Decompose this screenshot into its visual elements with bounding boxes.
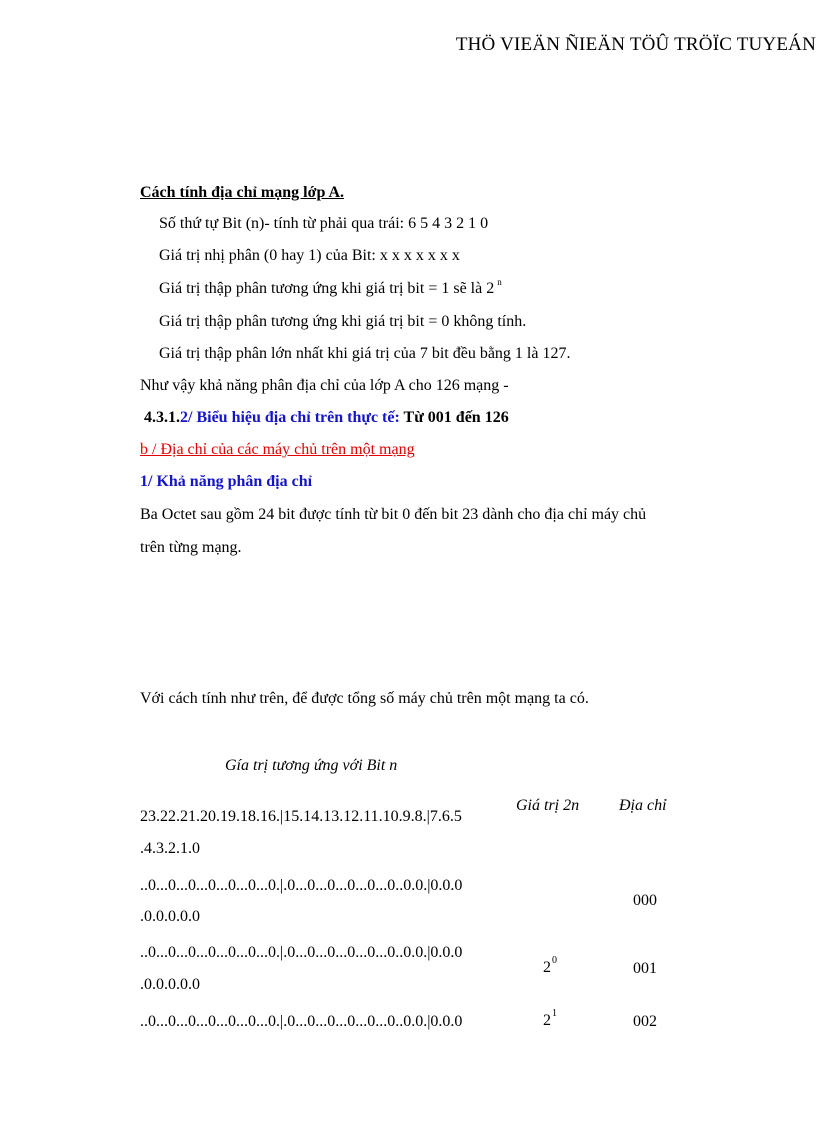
- red-heading-link[interactable]: b / Địa chỉ của các máy chủ trên một mạng: [140, 441, 415, 458]
- text-line: [159, 277, 502, 298]
- power-exponent: 1: [552, 1008, 557, 1019]
- table-row-power: [543, 955, 557, 977]
- table-row-bits: ..0...0...0...0...0...0...0.|.0...0...0...0...0...0..0.0.|0.0.0: [140, 877, 463, 894]
- power-base: 2: [543, 1012, 551, 1029]
- blue-heading: 1/ Khả năng phân địa chỉ: [140, 473, 313, 490]
- table-row-bits: ..0...0...0...0...0...0...0.|.0...0...0...0...0...0..0.0.|0.0.0: [140, 944, 463, 961]
- power-base: 2: [543, 959, 551, 976]
- page-header: THÖ VIEÄN ÑIEÄN TÖÛ TRÖÏC TUYEÁN: [455, 34, 816, 55]
- power-exponent: 0: [552, 955, 557, 966]
- bits-header: .4.3.2.1.0: [140, 840, 200, 857]
- table-row-address: 001: [633, 960, 657, 977]
- bits-header: 23.22.21.20.19.18.16.|15.14.13.12.11.10.9.8.|7.6.5: [140, 808, 462, 825]
- subsection-range: Từ 001 đến 126: [399, 409, 509, 426]
- intro-line: Với cách tính như trên, để được tổng số máy chủ trên một mạng ta có.: [140, 690, 589, 707]
- text-line: Giá trị thập phân lớn nhất khi giá trị của 7 bit đều bằng 1 là 127.: [159, 345, 571, 362]
- summary-line: Như vậy khả năng phân địa chỉ của lớp A cho 126 mạng -: [140, 377, 509, 394]
- subsection-title: 2/ Biểu hiệu địa chỉ trên thực tế:: [180, 409, 400, 426]
- table-row-bits: .0.0.0.0.0: [140, 976, 200, 993]
- subsection-number: 4.3.1.: [144, 409, 180, 426]
- table-row-address: 000: [633, 892, 657, 909]
- paragraph-line: trên từng mạng.: [140, 539, 242, 556]
- text-line: Giá trị nhị phân (0 hay 1) của Bit: x x x x x x x: [159, 247, 460, 264]
- table-row-address: 002: [633, 1013, 657, 1030]
- column-header-power: Giá trị 2n: [516, 797, 580, 814]
- section-title: Cách tính địa chỉ mạng lớp A.: [140, 184, 345, 201]
- superscript-n: n: [497, 277, 502, 287]
- table-row-power: [543, 1008, 557, 1030]
- subsection-heading: [144, 409, 509, 427]
- column-header-address: Địa chỉ: [619, 797, 667, 814]
- text-line: Giá trị thập phân tương ứng khi giá trị bit = 0 không tính.: [159, 313, 527, 330]
- text-line-content: Giá trị thập phân tương ứng khi giá trị bit = 1 sẽ là 2: [159, 280, 495, 297]
- text-line: Số thứ tự Bit (n)- tính từ phải qua trái: 6 5 4 3 2 1 0: [159, 215, 489, 232]
- table-row-bits: .0.0.0.0.0: [140, 908, 200, 925]
- table-row-bits: ..0...0...0...0...0...0...0.|.0...0...0...0...0...0..0.0.|0.0.0: [140, 1013, 463, 1030]
- paragraph-line: Ba Octet sau gồm 24 bit được tính từ bit 0 đến bit 23 dành cho địa chỉ máy chủ: [140, 506, 647, 523]
- table-caption: Gía trị tương ứng với Bit n: [225, 757, 398, 774]
